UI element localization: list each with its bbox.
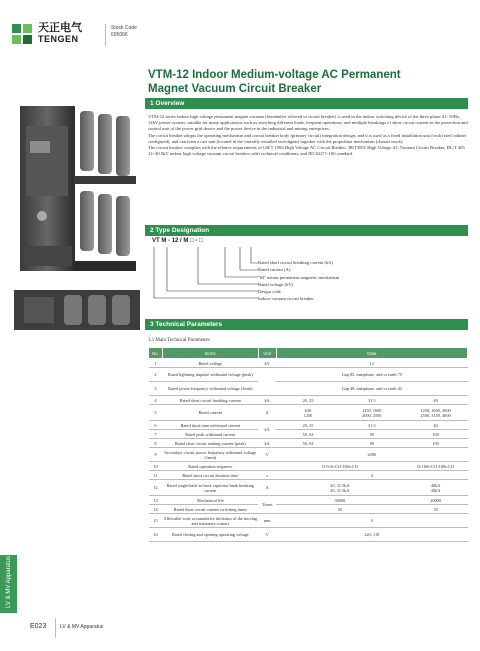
header-divider [105,24,106,46]
table-row: 15 Allowable wear accumulative thickness of the moving and stationary contact mm 3 [149,514,468,528]
brand-cn: 天正电气 [38,22,82,34]
section-type: 2 Type Designation [145,225,468,236]
header-unit: Unit [258,348,276,359]
overview-p1: VTM-12 series indoor high voltage permanent magnet vacuum (hereinafter referred to circuit breaker) is used in the indoor switching device of the three phase AC 50Hz, 12kV power system, suitable for many applications such as switching different loads, frequent operations, and multiple breakings of short circuit current as the protection and control unit of the power grid device and the power device in the industrial and mining enterprises. [148,114,468,132]
logo-icon [12,24,34,44]
brand-logo [12,23,82,44]
page-number: E023 [30,623,47,630]
section-tech: 3 Technical Parameters [145,319,468,330]
table-row: 13 Mechanical life Times 30000 20000 [149,496,468,505]
table-row: 14 Rated short circuit current switching times 50 30 [149,505,468,514]
table-header [149,348,468,359]
stock-label: Stock Code [111,25,137,31]
type-code: VT M - 12 / M □ - □ [152,238,203,244]
table-row: 11 Rated short circuit duration time s 4 [149,471,468,480]
table-subtitle: 3.1 Main Technical Parameters [148,338,211,343]
table-row: 9 Secondary circuit power frequency withstand voltage (1min) V 2000 [149,448,468,462]
header-items: Items [162,348,258,359]
designation-legend [258,259,339,303]
title-line-2: Magnet Vacuum Circuit Breaker [148,83,322,95]
overview-p3: The circuit breaker complies with the relative requirements of GB/T 1984 High Voltage AC Circuit Breaker, JB/T3855 High Voltage AC Vacuum Circuit Breaker, DL/T 403 12~40.5kV indoor high voltage vacuum circuit breaker order technical conditions, and IEC62271-100 standard. [148,145,465,157]
overview-text [148,114,468,157]
table-row: 3 Rated power frequency withstand voltage (1min) Gap 48, interphase, and to earth 42 [149,382,468,396]
header-data: Data [276,348,467,359]
legend-item: Rated short circuit breaking current (kA) [258,260,334,265]
breaker-photo [12,96,142,276]
footer-divider [55,618,56,638]
legend-item: Rated voltage (kV) [258,281,294,287]
legend-item: Rated current (A) [258,267,291,273]
designation-lines [150,245,260,305]
table-row: 10 Rated operation sequence O-0.3s-CO-180s-CO O-180s-CO-180s-CO [149,462,468,471]
stock-code [111,25,137,39]
side-tab-label: LV & MV Apparatus [6,556,12,608]
title-line-1: VTM-12 Indoor Medium-voltage AC Permanent [148,69,401,81]
tech-table [148,347,468,542]
table-row: 2 Rated lightning impulse withstand voltage (peak) Gap 85, interphase, and to earth 75 [149,368,468,382]
table-row: 5 Rated current A 630 1250 1250, 1600 2000, 2500 1250, 1600, 2000 2500, 3150, 4000 [149,405,468,421]
legend-item: Indoor vacuum circuit breaker [258,296,314,302]
table-row: 16 Rated closing and opening operating voltage V 220, 110 [149,528,468,542]
section-overview: 1 Overview [145,98,468,109]
breaker-photo-lower [14,285,140,335]
legend-item: "M" means permanent magnetic mechanism [258,274,340,280]
table-row: 8 Rated short circuit making current (peak) kA 50, 63 80 100 [149,439,468,448]
table-row: 1 Rated voltage kV 12 [149,359,468,368]
table-row: 6 Rated short time withstand current kA 20, 25 31.5 40 [149,421,468,430]
footer-text: LV & MV Apparatus [60,624,104,630]
legend-item: Design code [258,289,281,295]
header-no: No. [149,348,163,359]
overview-p2: The circuit breaker adopts the operating mechanism and circuit breaker body (primary circuit) integration design, and it is used as a fixed installation unit (with fixed cabinet configured), and can form a cart unit (located in the centrally installed switchgear) together with the propulsion mechanism (chassis truck). [148,132,467,144]
stock-number: 605066 [111,32,128,38]
side-tab [0,555,17,613]
table-row: 7 Rated peak withstand current 50, 63 80 100 [149,430,468,439]
brand-en: TENGEN [38,34,79,44]
table-row: 4 Rated short circuit breaking current kA 20, 25 31.5 40 [149,396,468,405]
page-title [148,68,401,96]
table-row: 12 Rated single/back-to-back capacitor bank breaking current A 20, 31.5kA 20, 31.5kA 40kA 40kA [149,480,468,496]
